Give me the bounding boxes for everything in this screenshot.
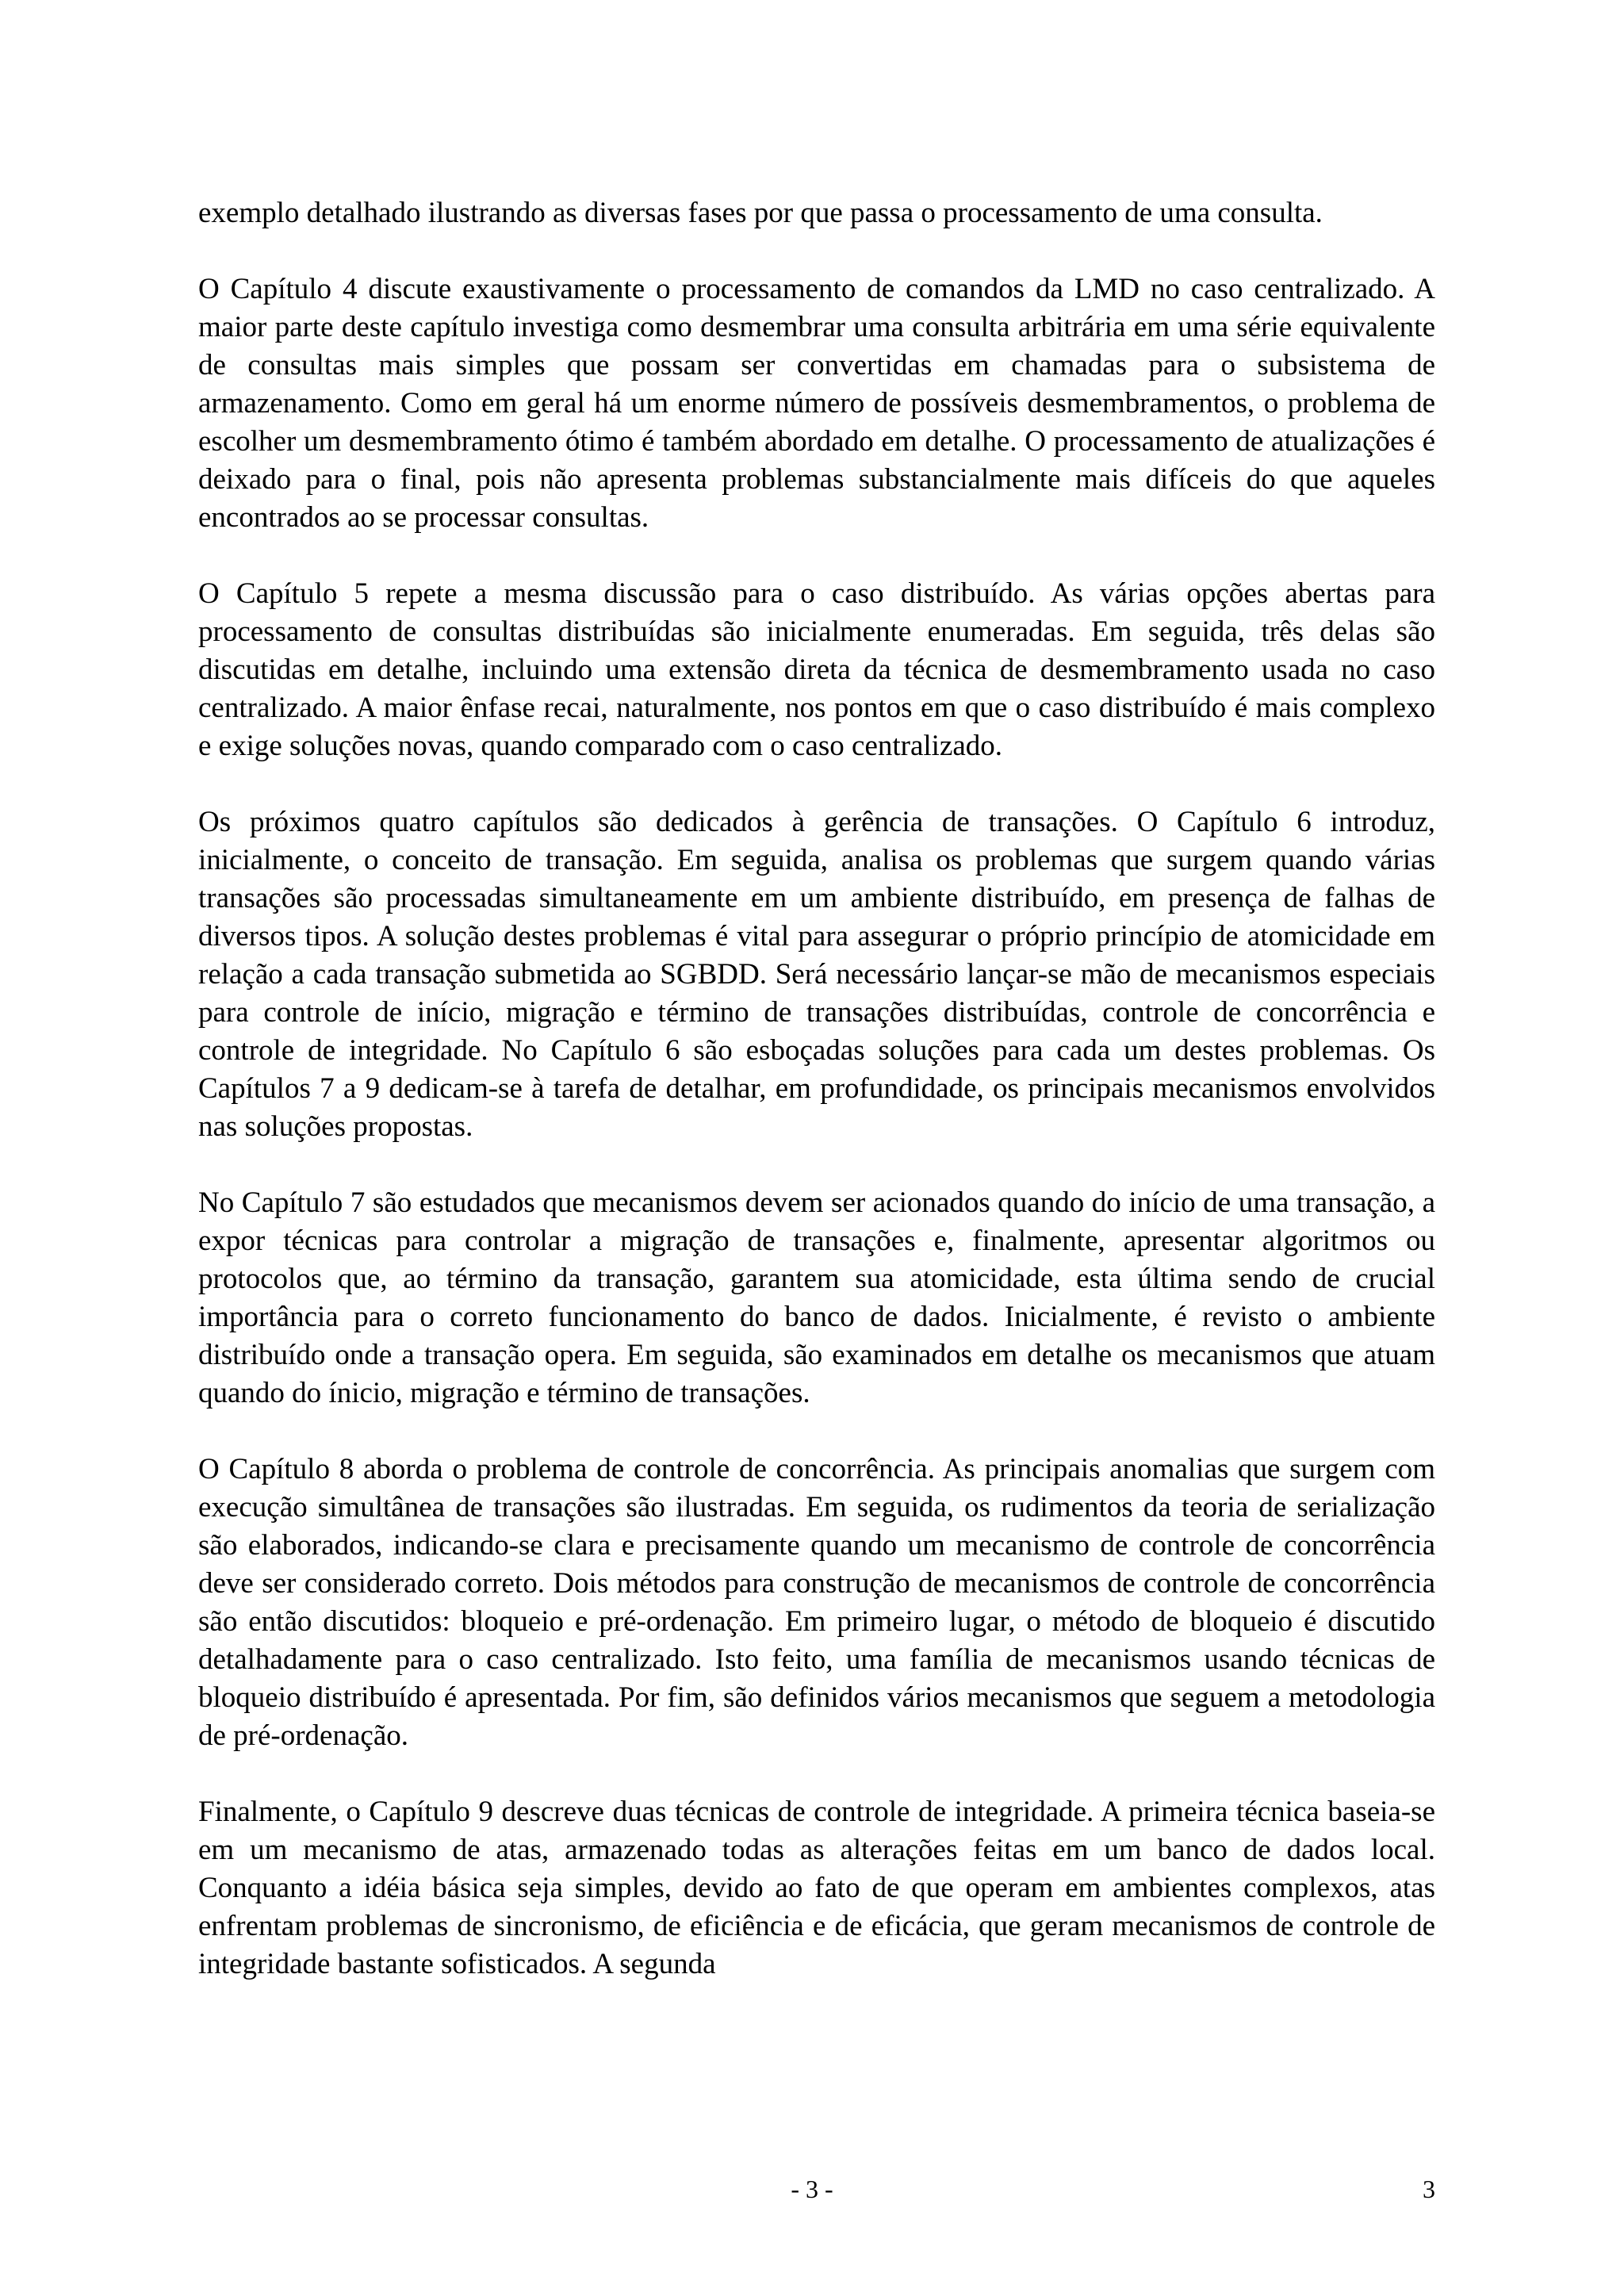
paragraph: Os próximos quatro capítulos são dedicados à gerência de transações. O Capítulo 6 introduz, inicialmente, o conceito de transação. Em seguida, analisa os problemas que surgem quando várias transações são processadas simultaneamente em um ambiente distribuído, em presença de falhas de diversos tipos. A solução destes problemas é vital para assegurar o próprio princípio de atomicidade em relação a cada transação submetida ao SGBDD. Será necessário lançar-se mão de mecanismos especiais para controle de início, migração e término de transações distribuídas, controle de concorrência e controle de integridade. No Capítulo 6 são esboçadas soluções para cada um destes problemas. Os Capítulos 7 a 9 dedicam-se à tarefa de detalhar, em profundidade, os principais mecanismos envolvidos nas soluções propostas. bbox=[198, 806, 1435, 1143]
page-number: 3 bbox=[1423, 2175, 1435, 2203]
paragraph: exemplo detalhado ilustrando as diversas fases por que passa o processamento de uma consulta. bbox=[198, 197, 1323, 229]
paragraph: O Capítulo 4 discute exaustivamente o processamento de comandos da LMD no caso centralizado. A maior parte deste capítulo investiga como desmembrar uma consulta arbitrária em uma série equivalente de consultas mais simples que possam ser convertidas em chamadas para o subsistema de armazenamento. Como em geral há um enorme número de possíveis desmembramentos, o problema de escolher um desmembramento ótimo é também abordado em detalhe. O processamento de atualizações é deixado para o final, pois não apresenta problemas substancialmente mais difíceis do que aqueles encontrados ao se processar consultas. bbox=[198, 273, 1435, 534]
paragraph: O Capítulo 8 aborda o problema de controle de concorrência. As principais anomalias que surgem com execução simultânea de transações são ilustradas. Em seguida, os rudimentos da teoria de serialização são elaborados, indicando-se clara e precisamente quando um mecanismo de controle de concorrência deve ser considerado correto. Dois métodos para construção de mecanismos de controle de concorrência são então discutidos: bloqueio e pré-ordenação. Em primeiro lugar, o método de bloqueio é discutido detalhadamente para o caso centralizado. Isto feito, uma família de mecanismos usando técnicas de bloqueio distribuído é apresentada. Por fim, são definidos vários mecanismos que seguem a metodologia de pré-ordenação. bbox=[198, 1453, 1435, 1752]
paragraph: No Capítulo 7 são estudados que mecanismos devem ser acionados quando do início de uma transação, a expor técnicas para controlar a migração de transações e, finalmente, apresentar algoritmos ou protocolos que, ao término da transação, garantem sua atomicidade, esta última sendo de crucial importância para o correto funcionamento do banco de dados. Inicialmente, é revisto o ambiente distribuído onde a transação opera. Em seguida, são examinados em detalhe os mecanismos que atuam quando do ínicio, migração e término de transações. bbox=[198, 1186, 1435, 1409]
paragraph: Finalmente, o Capítulo 9 descreve duas técnicas de controle de integridade. A primeira técnica baseia-se em um mecanismo de atas, armazenado todas as alterações feitas em um banco de dados local. Conquanto a idéia básica seja simples, devido ao fato de que operam em ambientes complexos, atas enfrentam problemas de sincronismo, de eficiência e de eficácia, que geram mecanismos de controle de integridade bastante sofisticados. A segunda bbox=[198, 1796, 1435, 1980]
page-footer-label: - 3 - bbox=[791, 2175, 833, 2203]
paragraph: O Capítulo 5 repete a mesma discussão para o caso distribuído. As várias opções abertas para processamento de consultas distribuídas são inicialmente enumeradas. Em seguida, três delas são discutidas em detalhe, incluindo uma extensão direta da técnica de desmembramento usada no caso centralizado. A maior ênfase recai, naturalmente, nos pontos em que o caso distribuído é mais complexo e exige soluções novas, quando comparado com o caso centralizado. bbox=[198, 577, 1435, 762]
document-body bbox=[198, 194, 1435, 1984]
